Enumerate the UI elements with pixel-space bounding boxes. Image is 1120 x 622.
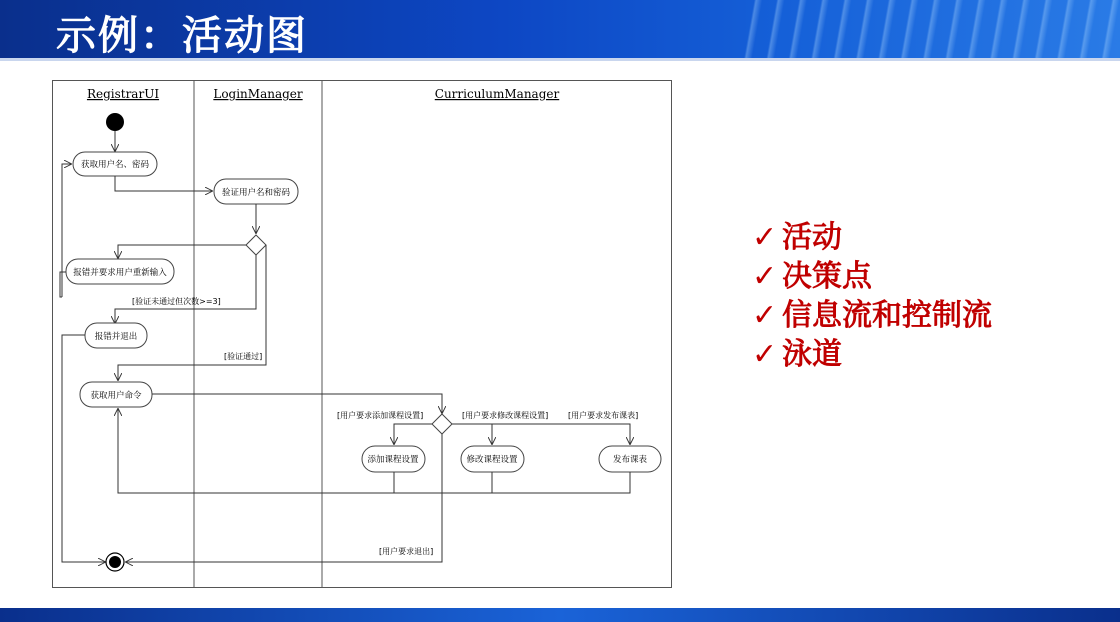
- lane-title-login-manager: LoginManager: [213, 87, 303, 101]
- guard-req-exit: [用户要求退出]: [379, 547, 434, 556]
- activity-get-command-label: 获取用户命令: [90, 391, 142, 401]
- activity-publish-schedule-label: 发布课表: [612, 455, 648, 465]
- key-points-list: [752, 218, 992, 374]
- key-point-label: 活动: [782, 220, 842, 255]
- key-point-swimlane: [752, 335, 992, 374]
- checkmark-icon: ✓: [752, 259, 778, 294]
- initial-node: [106, 113, 124, 131]
- key-point-activity: [752, 218, 992, 257]
- activity-get-credentials-label: 获取用户名、密码: [80, 160, 150, 170]
- checkmark-icon: ✓: [752, 298, 778, 333]
- slide-header: [0, 0, 1120, 58]
- checkmark-icon: ✓: [752, 337, 778, 372]
- activity-error-exit-label: 报错并退出: [94, 332, 138, 342]
- guard-passed: [验证通过]: [224, 352, 263, 361]
- activity-diagram: [52, 80, 672, 588]
- activity-modify-course-label: 修改课程设置: [466, 455, 518, 465]
- guard-req-modify: [用户要求修改课程设置]: [462, 411, 549, 420]
- activity-add-course-label: 添加课程设置: [367, 455, 419, 465]
- activity-verify-label: 验证用户名和密码: [221, 188, 291, 198]
- lane-title-curriculum-manager: CurriculumManager: [434, 87, 560, 101]
- final-node-dot: [109, 556, 121, 568]
- checkmark-icon: ✓: [752, 220, 778, 255]
- guard-req-add: [用户要求添加课程设置]: [337, 411, 424, 420]
- header-decoration: [740, 0, 1120, 58]
- guard-fail-three: [验证未通过但次数>=3]: [132, 297, 221, 306]
- activity-retry-error-label: 报错并要求用户重新输入: [73, 268, 167, 278]
- key-point-label: 决策点: [782, 259, 872, 294]
- header-divider: [0, 58, 1120, 61]
- guard-req-publish: [用户要求发布课表]: [568, 411, 639, 420]
- slide-footer-bar: [0, 608, 1120, 622]
- key-point-flow: [752, 296, 992, 335]
- slide-title: 示例：活动图: [56, 13, 308, 58]
- lane-title-registrar-ui: RegistrarUI: [86, 87, 160, 101]
- key-point-decision: [752, 257, 992, 296]
- key-point-label: 信息流和控制流: [782, 298, 992, 333]
- key-point-label: 泳道: [782, 337, 842, 372]
